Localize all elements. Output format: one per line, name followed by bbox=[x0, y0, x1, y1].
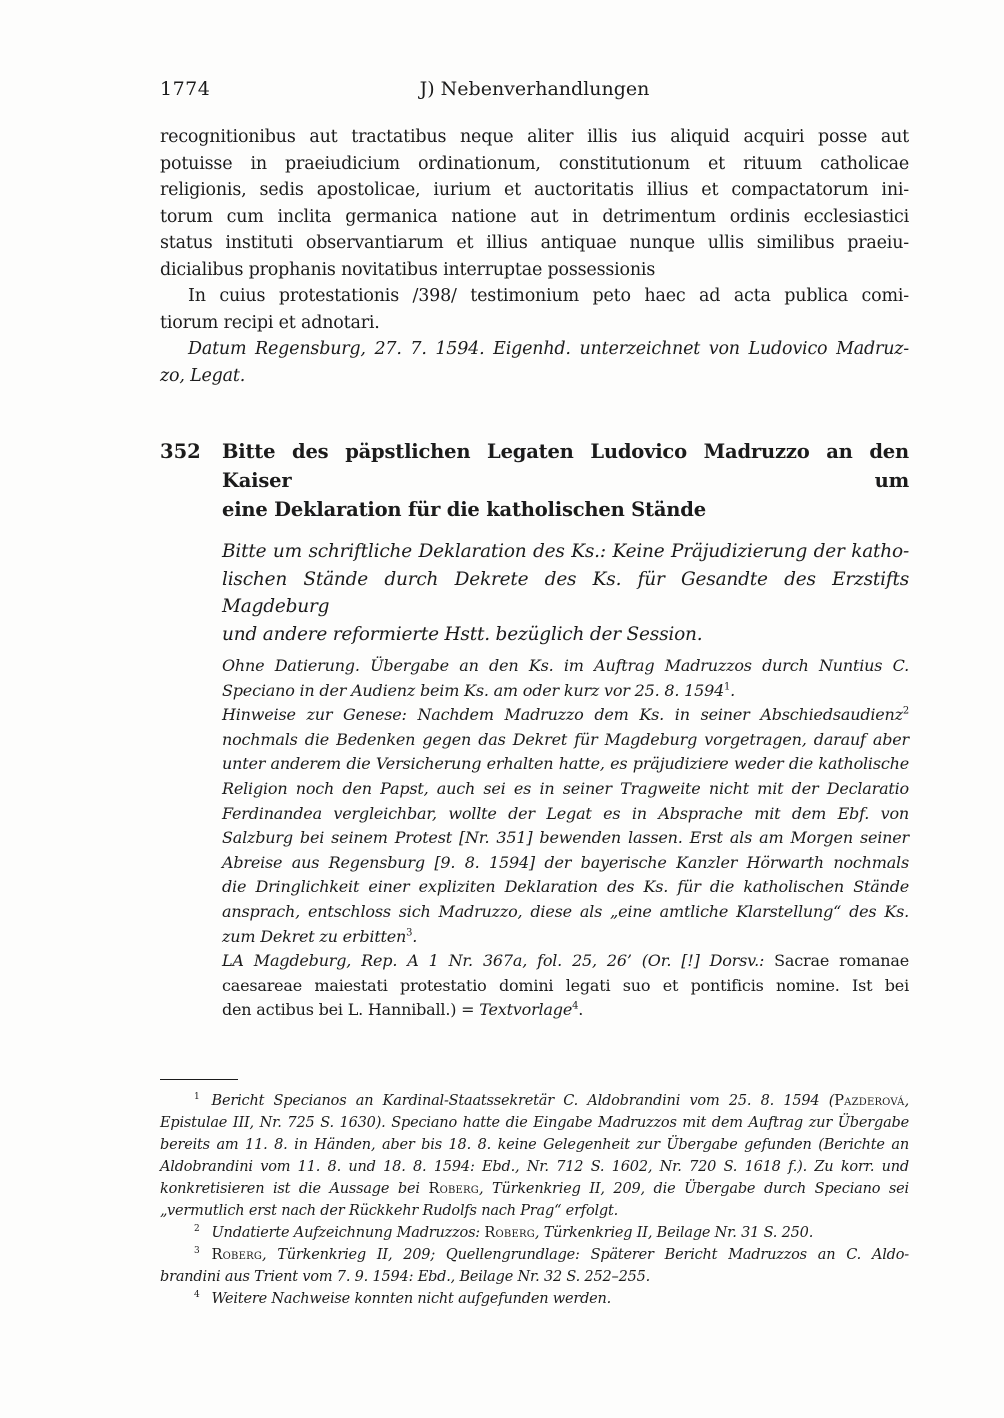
text-line bbox=[222, 752, 909, 777]
footnote-ref: 4 bbox=[572, 1000, 579, 1012]
footnote-ref: 3 bbox=[406, 927, 413, 939]
text-segment: den actibus bei L. Hanniball.) = bbox=[222, 1000, 480, 1020]
footnote-ref: 2 bbox=[902, 705, 909, 717]
author-small-caps: Roberg bbox=[211, 1246, 263, 1263]
datum-paragraph bbox=[160, 336, 909, 389]
entry-352 bbox=[160, 437, 909, 1023]
text-segment: potuisse in praeiudicium ordinationum, constitutionum et rituum catholicae bbox=[160, 153, 909, 174]
text-segment: status instituti observantiarum et illius antiquae nunque ullis similibus praeiu- bbox=[160, 233, 909, 253]
text-segment: religionis, sedis apostolicae, iurium et auctoritatis illius et compactatorum ini- bbox=[160, 180, 909, 200]
text-line bbox=[160, 1266, 909, 1288]
text-segment: „vermutlich erst nach der Rückkehr Rudolfs nach Prag“ erfolgt. bbox=[160, 1202, 619, 1219]
text-segment: Weitere Nachweise konnten nicht aufgefunden werden. bbox=[211, 1290, 612, 1307]
text-segment: zo, Legat. bbox=[160, 365, 246, 386]
text-line bbox=[222, 621, 909, 649]
footnote-separator-rule bbox=[160, 1079, 238, 1080]
text-line bbox=[222, 538, 909, 566]
text-line bbox=[160, 336, 909, 363]
footnote-ref: 3 bbox=[194, 1246, 200, 1257]
text-segment: Epistulae III, Nr. 725 S. 1630). Speciano hatte die Eingabe Madruzzos mit dem Auftrag zur Übergabe bbox=[160, 1114, 909, 1131]
text-segment: konkretisieren ist die Aussage bei bbox=[160, 1180, 429, 1197]
text-segment: bereits am 11. 8. in Händen, aber bis 18. 8. keine Gelegenheit zur Übergabe gefunden (Berichte an bbox=[160, 1136, 909, 1153]
text-line bbox=[160, 283, 909, 310]
text-line bbox=[222, 851, 909, 876]
text-segment: . bbox=[578, 1000, 584, 1020]
footnote-ref: 1 bbox=[194, 1092, 200, 1103]
text-line bbox=[222, 495, 909, 524]
text-segment: ansprach, entschloss sich Madruzzo, diese als „eine amtliche Klarstellung“ des Ks. bbox=[222, 901, 909, 921]
text-segment: Religion noch den Papst, auch sei es in seiner Tragweite nicht mit der Declaratio bbox=[222, 778, 909, 798]
page-number: 1774 bbox=[160, 78, 211, 100]
text-segment: . bbox=[412, 926, 418, 946]
text-line bbox=[222, 728, 909, 753]
text-segment: Ohne Datierung. Übergabe an den Ks. im Auftrag Madruzzos durch Nuntius C. bbox=[222, 656, 909, 675]
text-line bbox=[222, 974, 909, 999]
text-line bbox=[160, 204, 909, 231]
text-segment: Aldobrandini vom 11. 8. und 18. 8. 1594: Ebd., Nr. 712 S. 1602, Nr. 720 S. 1618 f.). Zu korr. und bbox=[160, 1158, 909, 1175]
entry-heading bbox=[160, 437, 909, 524]
text-segment: die Dringlichkeit einer expliziten Deklaration des Ks. für die katholischen Stände bbox=[222, 877, 909, 897]
text-line bbox=[160, 1156, 909, 1178]
text-line bbox=[160, 1200, 909, 1222]
text-segment: zum Dekret zu erbitten bbox=[222, 926, 407, 946]
text-line bbox=[160, 1134, 909, 1156]
text-line bbox=[222, 777, 909, 802]
text-line bbox=[160, 363, 909, 390]
author-small-caps: Roberg bbox=[484, 1224, 535, 1241]
text-segment: Bericht Specianos an Kardinal-Staatssekretär C. Aldobrandini vom 25. 8. 1594 ( bbox=[211, 1092, 835, 1109]
entry-title bbox=[222, 437, 909, 524]
text-segment: caesareae maiestati protestatio domini legati suo et pontificis nomine. Ist bei bbox=[222, 975, 909, 995]
text-segment: nochmals die Bedenken gegen das Dekret für Magdeburg vorgetragen, darauf aber bbox=[222, 729, 909, 749]
page-header bbox=[160, 78, 909, 100]
author-small-caps: Pazderová bbox=[834, 1092, 905, 1109]
author-small-caps: Roberg bbox=[428, 1180, 479, 1197]
text-line bbox=[160, 1090, 909, 1112]
text-segment: eine Deklaration für die katholischen Stände bbox=[222, 498, 706, 521]
text-segment: LA Magdeburg, Rep. A 1 Nr. 367a, fol. 25, 26’ (Or. [!] Dorsv.: bbox=[222, 951, 775, 971]
entry-summary bbox=[222, 538, 909, 648]
text-line bbox=[160, 177, 909, 204]
entry-number: 352 bbox=[160, 440, 201, 463]
text-line bbox=[222, 566, 909, 621]
text-segment: , bbox=[904, 1092, 909, 1109]
latin-closing-paragraph bbox=[160, 283, 909, 336]
text-line bbox=[222, 875, 909, 900]
text-segment: , Türkenkrieg II, 209, die Übergabe durch Speciano sei bbox=[478, 1180, 909, 1197]
text-line bbox=[160, 151, 909, 178]
text-segment: lischen Stände durch Dekrete des Ks. für Gesandte des Erzstifts Magdeburg bbox=[222, 568, 909, 617]
text-segment: Bitte um schriftliche Deklaration des Ks.: Keine Präjudizierung der katho- bbox=[222, 541, 909, 562]
text-segment: und andere reformierte Hstt. bezüglich der Session. bbox=[222, 623, 703, 645]
text-segment: Textvorlage bbox=[479, 1000, 573, 1020]
text-line bbox=[222, 826, 909, 851]
text-line bbox=[222, 703, 909, 728]
footnote-ref: 1 bbox=[724, 681, 731, 693]
footnote-2 bbox=[160, 1222, 909, 1244]
text-segment: Sacrae romanae bbox=[774, 951, 909, 971]
text-line bbox=[160, 1178, 909, 1200]
text-segment: Abreise aus Regensburg [9. 8. 1594] der bayerische Kanzler Hörwarth nochmals bbox=[222, 852, 909, 872]
text-segment: Ferdinandea vergleichbar, wollte der Legat es in Absprache mit dem Ebf. von bbox=[222, 803, 909, 823]
footnotes bbox=[160, 1090, 909, 1310]
text-line bbox=[160, 1244, 909, 1266]
text-segment: . bbox=[730, 680, 736, 700]
text-line bbox=[222, 900, 909, 925]
text-line bbox=[160, 124, 909, 151]
text-segment: Undatierte Aufzeichnung Madruzzos: bbox=[211, 1224, 485, 1241]
text-segment: , Türkenkrieg II, 209; Quellengrundlage: Späterer Bericht Madruzzos an C. Aldo- bbox=[262, 1246, 909, 1263]
text-segment: Salzburg bei seinem Protest [Nr. 351] bewenden lassen. Erst als am Morgen seiner bbox=[222, 828, 909, 848]
entry-genesis-note bbox=[222, 703, 909, 949]
latin-paragraph bbox=[160, 124, 909, 283]
text-line bbox=[160, 1222, 909, 1244]
text-segment: Bitte des päpstlichen Legaten Ludovico Madruzzo an den Kaiser um bbox=[222, 440, 909, 492]
text-line bbox=[222, 802, 909, 827]
footnote-area bbox=[160, 1079, 909, 1310]
text-line bbox=[160, 1288, 909, 1310]
footnote-ref: 2 bbox=[194, 1224, 200, 1235]
entry-source-note bbox=[222, 949, 909, 1023]
text-segment: Datum Regensburg, 27. 7. 1594. Eigenhd. unterzeichnet von Ludovico Madruz- bbox=[188, 339, 909, 359]
text-block bbox=[160, 0, 909, 1310]
text-line bbox=[222, 998, 909, 1023]
text-line bbox=[222, 437, 909, 495]
text-line bbox=[222, 925, 909, 950]
text-segment: recognitionibus aut tractatibus neque aliter illis ius aliquid acquiri posse aut bbox=[160, 127, 909, 147]
text-line bbox=[160, 230, 909, 257]
footnote-ref: 4 bbox=[194, 1290, 200, 1301]
text-line bbox=[222, 654, 909, 679]
text-segment: In cuius protestationis /398/ testimonium peto haec ad acta publica comi- bbox=[188, 286, 909, 306]
entry-dating-note bbox=[222, 654, 909, 703]
text-line bbox=[160, 257, 909, 284]
text-line bbox=[160, 1112, 909, 1134]
text-segment: dicialibus prophanis novitatibus interruptae possessionis bbox=[160, 259, 656, 280]
text-line bbox=[222, 679, 909, 704]
text-segment: tiorum recipi et adnotari. bbox=[160, 312, 380, 333]
text-segment: , Türkenkrieg II, Beilage Nr. 31 S. 250. bbox=[534, 1224, 814, 1241]
footnote-4 bbox=[160, 1288, 909, 1310]
footnote-3 bbox=[160, 1244, 909, 1288]
text-segment: brandini aus Trient vom 7. 9. 1594: Ebd., Beilage Nr. 32 S. 252–255. bbox=[160, 1268, 651, 1285]
text-segment: unter anderem die Versicherung erhalten hatte, es präjudiziere weder die katholische bbox=[222, 754, 909, 774]
text-line bbox=[222, 949, 909, 974]
text-line bbox=[160, 310, 909, 337]
protest-continuation bbox=[160, 124, 909, 389]
footnote-1 bbox=[160, 1090, 909, 1222]
text-segment: Speciano in der Audienz beim Ks. am oder kurz vor 25. 8. 1594 bbox=[222, 680, 725, 700]
text-segment: torum cum inclita germanica natione aut in detrimentum ordinis ecclesiastici bbox=[160, 206, 909, 227]
running-head: J) Nebenverhandlungen bbox=[419, 78, 650, 100]
text-segment: Hinweise zur Genese: Nachdem Madruzzo dem Ks. in seiner Abschiedsaudienz bbox=[222, 705, 903, 725]
